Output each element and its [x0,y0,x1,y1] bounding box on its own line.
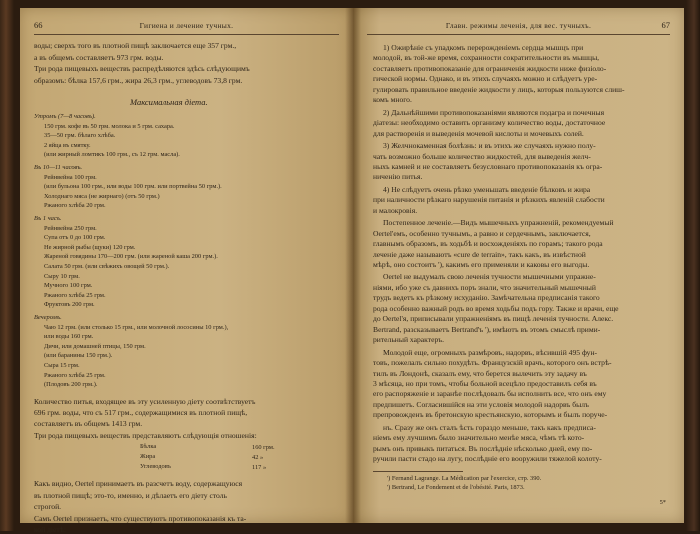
text-line: Количество питья, входящее въ эту усиленную діету соотвѣтствуетъ [34,396,256,406]
footnote: ') Fernand Lagrange. La Médication par l'exercice, стр. 390. [387,474,542,482]
meal-heading: Вечеромъ. [34,314,62,321]
text-line: Молодой еще, огромныхъ размѣровъ, надорвъ, вѣсившій 495 фун- [383,347,598,357]
diet-line: Ржаного хлѣба 25 грм. [44,291,106,299]
text-line: ніями, ибо уже съ давнихъ поръ знали, что значительный мышечный [373,282,596,292]
meal-heading: Утромъ (7—8 часовъ). [34,113,96,120]
left-header-rule [34,34,339,35]
text-line: главнымъ образомъ, въ ходьбѣ и восхожденіяхъ по горамъ; такого рода [373,239,603,249]
text-line: нъ. Сразу же онъ сталъ ѣсть гораздо меньше, такъ какъ предписа- [383,422,596,432]
diet-line: Холоднаго мяса (не жирнаго) (отъ 50 грм.) [44,192,160,200]
text-line: при наличности рѣзкаго нарушенія питанія и рѣзкихъ явленій слабости [373,195,605,205]
text-line: Постепенное леченіе.—Видъ мышечныхъ упражненій, рекомендуемый [383,218,614,228]
diet-line: Рейнвейна 100 грм. [44,173,97,181]
footnote: ') Bertrand, Le Fondement et de l'obésité. Paris, 1873. [387,484,525,492]
diet-line: или воды 160 грм. [44,333,94,341]
diet-line: 2 яйца въ смятку. [44,141,91,149]
text-line: 1) Ожирѣніе съ упадкомъ перерожденіемъ сердца мышцъ при [383,43,584,52]
text-line: молодой, въ той-же время, сохранности сократительности въ мышцы, [373,53,600,63]
text-line: Три рода пищевыхъ веществъ представляютъ слѣдующія отношенія: [34,430,257,440]
left-page [20,8,353,534]
right-header-rule [367,34,670,35]
text-line: ніемъ ему лучшимъ было значительно менѣе мяса, чѣмъ тѣ кото- [373,433,585,443]
text-line: Самъ Oertel признаетъ, что существуютъ противопоказанія къ та- [34,513,247,523]
text-line: товъ, пожелалъ сильно похудѣть. Французскій врачъ, которого онъ встрѣ- [373,358,612,368]
text-line: ныхъ камней и не составляетъ безусловнаго противопоказанія къ огра- [373,161,603,171]
diet-line: Мучного 100 грм. [44,282,93,290]
right-page [353,8,684,523]
text-line: леченіе даже называютъ «cure de terrain», такъ какъ, въ извѣстной [373,249,586,259]
footnote-rule [373,471,463,472]
text-line: трудъ ведетъ къ рѣзкому исхуданію. Замѣчательна предписанія такого [373,293,600,303]
text-line: его распоряженіе и заранѣе послѣдовалъ бы исполнить все, что онъ ему [373,389,607,399]
text-line: гической нормы. Однако, и въ этихъ случаяхъ можно и слѣдуетъ уре- [373,74,598,84]
diet-line: 35—50 грм. бѣлаго хлѣба. [44,132,116,140]
left-running-title: Гигиена и лечение тучных. [139,21,234,30]
diet-line: Не жирной рыбы (щуки) 120 грм. [44,243,136,251]
book-gutter-shadow [345,8,361,523]
diet-line: Салата 50 грм. (или свѣжихъ овощей 50 грм.). [44,263,170,270]
diet-line: 150 грм. кофе въ 50 грм. молока и 5 грм. сахара. [44,122,175,130]
section-heading: Максимальная діета. [130,97,208,107]
text-line: ручили пасти стадо на лугу, послѣдніе его вооружили тяжелой колоту- [373,454,602,464]
diet-line: Фруктовъ 200 грм. [44,301,95,309]
text-line: 3) Желчнокаменная болѣзнь: и въ этихъ же случаяхъ нужно полу- [383,141,596,151]
diet-line: Чаю 12 грм. (или столько 15 грм., или молочной лососины 10 грм.), [44,323,229,331]
meal-heading: Въ 1 часъ. [34,215,62,222]
text-line: и малокровія. [373,205,418,215]
diet-line: Супа отъ 0 до 100 грм. [44,234,106,242]
text-line: 3 мѣсяца, но при томъ, чтобы больной всецѣло предоставилъ себя въ [373,378,597,388]
diet-line: Сыра 15 грм. [44,362,80,369]
text-line: 2) Дальнѣйшими противопоказаніями являются подагра и почечныя [383,107,605,117]
text-line: предпишетъ. Согласившійся на эти условія молодой надорвъ былъ [373,399,589,409]
diet-line: Сыру 10 грм. [44,272,80,280]
diet-line: (или бульона 100 грм., или воды 100 грм. или портвейна 50 грм.). [44,183,222,191]
diet-line: (Плодовъ 200 грм.). [44,381,98,389]
table-label: Бѣлка [140,443,157,450]
diet-line: (или баранины 150 грм.). [44,352,113,360]
text-line: рительный характеръ. [373,335,445,345]
text-line: образомъ: бѣлка 157,6 грм., жира 26,3 грм., углеводовъ 73,8 грм. [34,75,243,85]
text-line: составляетъ въ общемъ 1413 грм. [34,419,143,429]
diet-line: Дичи, или домашней птицы, 150 грм. [44,342,146,350]
text-line: для растворенія и выведенія мочевой кислоты и мочевыхъ солей. [373,128,584,138]
right-running-head [353,20,684,32]
left-running-head [20,20,353,32]
text-line: 696 грм. воды, что съ 517 грм., содержащимися въ плотной пищѣ, [34,408,248,418]
text-line: комъ много. [373,95,412,105]
table-value: 117 » [252,463,267,471]
text-line: чать возможно больше количество жидкостей, для выведенія желч- [373,151,591,161]
text-line: въ плотной пищѣ; это-то, именно, и дѣлаетъ его діету столь [34,490,228,500]
text-line: а въ общемъ составляетъ 973 грм. воды. [34,52,164,62]
table-value: 42 » [252,453,264,461]
diet-line: Ржаного хлѣба 20 грм. [44,202,106,210]
text-line: ниченію питья. [373,172,423,182]
diet-line: Жареной говядины 170—200 грм. (или жареной каша 200 грм.). [44,253,218,261]
text-line: строгой. [34,502,62,512]
text-line: гулировать правильное введеніе жидкости у лицъ, которыя пользуются слиш- [373,84,625,94]
text-line: рымъ онъ привыкъ питаться. Въ послѣдніе нѣсколько дней, ему по- [373,443,593,453]
text-line: мѣрѣ, оно состоитъ '), какимъ его применяли и каковы его выгоды. [373,260,590,269]
text-line: рода особенно важный родъ во время ходьбы подъ гору. Также и врачи, еще [373,303,619,313]
table-label: Жира [140,452,156,460]
diet-line: Рейнвейна 250 грм. [44,224,97,232]
text-line: Oertel не выдумалъ свою леченія тучности мышечными упражне- [383,272,596,282]
meal-heading: Въ 10—11 часовъ. [34,164,83,171]
diet-line: (или жирный ломтикъ 100 грм., съ 12 грм. масла). [44,151,180,159]
text-line: кой діетѣ: [34,525,66,534]
table-value: 160 грм. [252,444,275,451]
text-line: Oertel'емъ, особенно тучнымъ, а равно и сердечнымъ, заключается, [373,228,591,238]
right-running-title: Главн. режимы леченія, для вес. тучныхъ. [445,21,592,30]
printer-signature: 5* [659,499,666,506]
table-label: Углеводовъ [140,462,171,470]
left-page-number: 66 [34,20,43,30]
text-line: Какъ видно, Oertel принимаетъ въ разсчетъ воду, содержащуюся [34,479,243,489]
text-line: Bertrand, разсказываетъ Bertrand'ъ '), имѣютъ въ этомъ смыслѣ прими- [373,324,601,334]
text-line: до Oertel'я, приписывали упражненіямъ въ пищѣ леченія тучности. Алекс. [373,314,614,324]
text-line: Три рода пищевыхъ веществъ распредѣляются здѣсь слѣдующимъ [34,64,250,73]
text-line: діатезы: необходимо оставить организму количество воды, достаточное [373,118,606,128]
text-line: 4) Не слѣдуетъ очень рѣзко уменьшать введеніе бѣлковъ и жира [383,184,591,194]
text-line: воды; сверхъ того въ плотной пищѣ заключается еще 357 грм., [34,41,237,50]
text-line: составляетъ противопоказаніе для ограниченія жидкости ниже физіоло- [373,63,607,73]
diet-line: Ржаного хлѣба 25 грм. [44,371,106,379]
right-page-number: 67 [661,20,670,30]
text-line: препровожденъ въ бретонскую крестьянскую, которымъ и былъ поруче- [373,410,608,420]
text-line: тилъ въ Лондонѣ, сказалъ ему, что берется вылечить эту задачу въ [373,368,587,378]
